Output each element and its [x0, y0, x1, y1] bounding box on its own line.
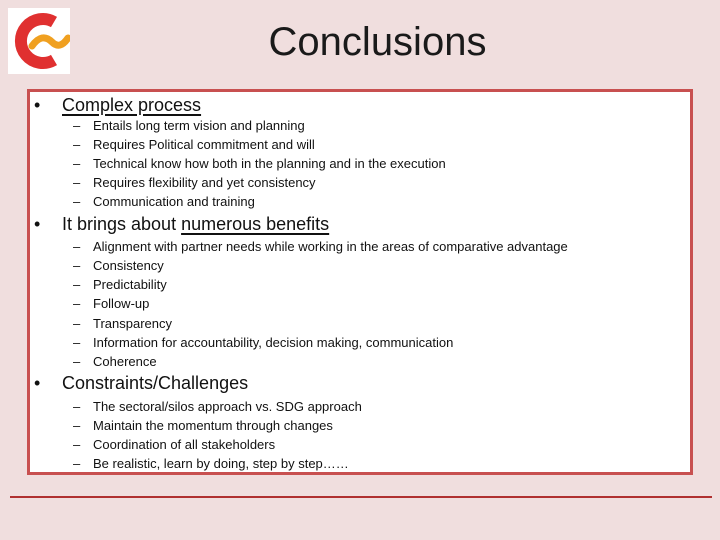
sub-item-text: Communication and training	[93, 194, 255, 209]
bullet-text: It brings about	[62, 214, 182, 234]
bullet-text: Constraints/Challenges	[62, 373, 249, 393]
dash: –	[73, 437, 81, 452]
content-box	[27, 89, 693, 475]
sub-item	[73, 275, 167, 294]
sub-item	[73, 237, 568, 256]
sub-item	[73, 256, 164, 275]
sub-item	[73, 352, 157, 371]
sub-item-text: Transparency	[93, 316, 172, 331]
bullet-constraints	[34, 373, 248, 394]
dash: –	[73, 156, 81, 171]
dash: –	[73, 354, 81, 369]
sub-item-text: Alignment with partner needs while working in the areas of comparative advantage	[93, 239, 568, 254]
dash: –	[73, 258, 81, 273]
bullet-dot: •	[34, 95, 41, 115]
bullet-complex-process	[34, 95, 201, 116]
dash: –	[73, 418, 81, 433]
sub-item	[73, 416, 333, 435]
sub-item	[73, 397, 362, 416]
dash: –	[73, 456, 81, 471]
sub-item	[73, 173, 316, 192]
sub-item	[73, 333, 453, 352]
sub-item	[73, 154, 446, 173]
sub-item-text: Predictability	[93, 277, 167, 292]
sub-item-text: Requires Political commitment and will	[93, 137, 315, 152]
sub-item-text: Entails long term vision and planning	[93, 118, 305, 133]
sub-item-text: Coordination of all stakeholders	[93, 437, 276, 452]
sub-item	[73, 435, 275, 454]
bullet-underlined-text: Complex process	[62, 95, 202, 115]
bullet-underlined-text: numerous benefits	[181, 214, 330, 234]
sub-item-text: Consistency	[93, 258, 164, 273]
sub-item	[73, 135, 315, 154]
bullet-benefits	[34, 214, 329, 235]
sub-item-text: Coherence	[93, 354, 157, 369]
dash: –	[73, 316, 81, 331]
sub-item-text: Technical know how both in the planning and in the execution	[93, 156, 446, 171]
dash: –	[73, 296, 81, 311]
dash: –	[73, 335, 81, 350]
dash: –	[73, 277, 81, 292]
sub-item-text: Requires flexibility and yet consistency	[93, 175, 316, 190]
sub-item	[73, 294, 149, 313]
dash: –	[73, 239, 81, 254]
page-title: Conclusions	[268, 20, 487, 64]
sub-item-text: Maintain the momentum through changes	[93, 418, 333, 433]
bullet-dot: •	[34, 373, 41, 393]
sub-item	[73, 314, 172, 333]
sub-item	[73, 454, 349, 473]
sub-item-text: Information for accountability, decision making, communication	[93, 335, 454, 350]
dash: –	[73, 118, 81, 133]
sub-item-text: Be realistic, learn by doing, step by step……	[93, 456, 349, 471]
dash: –	[73, 175, 81, 190]
sub-item	[73, 192, 255, 211]
sub-item-text: Follow-up	[93, 296, 150, 311]
footer-divider	[10, 496, 712, 498]
dash: –	[73, 137, 81, 152]
sub-item	[73, 116, 305, 135]
sub-item-text: The sectoral/silos approach vs. SDG approach	[93, 399, 362, 414]
dash: –	[73, 399, 81, 414]
dash: –	[73, 194, 81, 209]
bullet-dot: •	[34, 214, 41, 234]
